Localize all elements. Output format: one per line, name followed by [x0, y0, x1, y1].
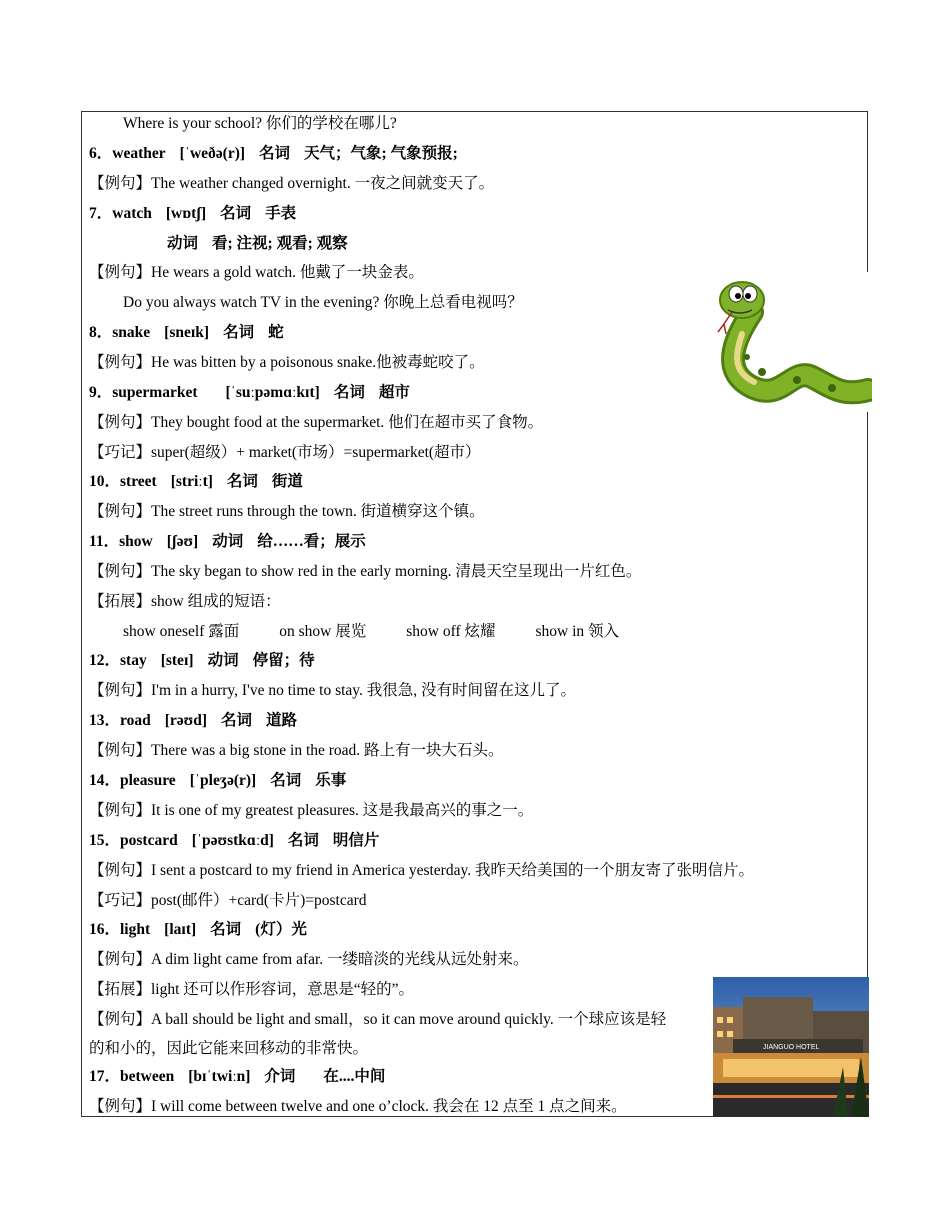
entry-road [89, 711, 297, 731]
part-of-speech: 动词 [167, 235, 199, 252]
definition: 蛇 [268, 324, 284, 341]
part-of-speech: 名词 [287, 832, 319, 849]
phonetic: [ˈpleʒə(r)] [189, 772, 257, 789]
entry-word: 6．weather [89, 145, 166, 162]
phonetic: [ˈsuːpəmɑːkɪt] [225, 384, 320, 401]
phonetic: [striːt] [170, 473, 213, 490]
entry-word: 9．supermarket [89, 384, 198, 401]
entry-supermarket [89, 383, 410, 403]
phrase-item: show off 炫耀 [406, 623, 496, 640]
definition: (灯）光 [255, 921, 307, 938]
example-sentence: 【例句】There was a big stone in the road. 路上有一块大石头。 [89, 742, 504, 759]
phrase-item: show in 领入 [535, 623, 620, 640]
entry-word: 10．street [89, 473, 157, 490]
definition: 明信片 [332, 832, 380, 849]
example-sentence: 【例句】A ball should be light and small，so it can move around quickly. 一个球应该是轻 [89, 1011, 667, 1028]
entry-show [89, 532, 366, 552]
part-of-speech: 名词 [226, 473, 258, 490]
entry-between [89, 1067, 385, 1087]
extension-note: 【拓展】light 还可以作形容词，意思是“轻的”。 [89, 981, 415, 998]
definition: 手表 [265, 205, 297, 222]
hotel-sign: JIANGUO HOTEL [763, 1044, 820, 1051]
entry-word: 11．show [89, 533, 153, 550]
phonetic: [sneɪk] [164, 324, 210, 341]
phrase-item: show oneself 露面 [123, 623, 240, 640]
hotel-photo [713, 977, 869, 1117]
phonetic: [rəʊd] [164, 712, 208, 729]
example-sentence: 【例句】It is one of my greatest pleasures. 这是我最高兴的事之一。 [89, 802, 534, 819]
phonetic: [steɪ] [160, 652, 194, 669]
example-sentence: 【例句】I'm in a hurry, I've no time to stay. 我很急, 没有时间留在这儿了。 [89, 682, 577, 699]
extension-note: 【拓展】show 组成的短语： [89, 593, 281, 610]
entry-word: 13．road [89, 712, 151, 729]
definition: 天气；气象; 气象预报; [304, 145, 458, 162]
definition: 乐事 [315, 772, 347, 789]
entry-word: 15．postcard [89, 832, 178, 849]
part-of-speech: 名词 [221, 712, 253, 729]
entry-postcard [89, 831, 379, 851]
entry-word: 7．watch [89, 205, 152, 222]
example-line: Where is your school? 你们的学校在哪儿? [123, 115, 397, 132]
entry-word: 12．stay [89, 652, 147, 669]
phonetic: [ʃəʊ] [166, 533, 199, 550]
example-sentence-continued: 的和小的，因此它能来回移动的非常快。 [89, 1040, 369, 1057]
memory-tip: 【巧记】post(邮件）+card(卡片)=postcard [89, 892, 367, 909]
example-sentence: 【例句】He wears a gold watch. 他戴了一块金表。 [89, 264, 424, 281]
part-of-speech: 介词 [264, 1068, 296, 1085]
example-sentence: 【例句】The sky began to show red in the early morning. 清晨天空呈现出一片红色。 [89, 563, 642, 580]
part-of-speech: 名词 [270, 772, 302, 789]
definition: 看; 注视; 观看; 观察 [212, 235, 348, 252]
snake-illustration [712, 272, 872, 412]
part-of-speech: 名词 [333, 384, 365, 401]
definition: 道路 [266, 712, 298, 729]
example-sentence: 【例句】They bought food at the supermarket. 他们在超市买了食物。 [89, 414, 544, 431]
part-of-speech: 名词 [223, 324, 255, 341]
example-sentence: 【例句】The street runs through the town. 街道横穿这个镇。 [89, 503, 485, 520]
entry-word: 8．snake [89, 324, 151, 341]
example-sentence: 【例句】A dim light came from afar. 一缕暗淡的光线从远处射来。 [89, 951, 529, 968]
part-of-speech: 名词 [210, 921, 242, 938]
memory-tip: 【巧记】super(超级）+ market(市场）=supermarket(超市） [89, 444, 481, 461]
entry-watch [89, 204, 296, 224]
phonetic: [bɪˈtwiːn] [188, 1068, 251, 1085]
entry-pleasure [89, 771, 346, 791]
part-of-speech: 名词 [259, 145, 291, 162]
entry-word: 14．pleasure [89, 772, 176, 789]
entry-watch-verb [167, 234, 348, 254]
phrase-item: on show 展览 [279, 623, 367, 640]
entry-word: 17．between [89, 1068, 175, 1085]
entry-stay [89, 651, 315, 671]
definition: 停留；待 [252, 652, 315, 669]
phonetic: [laɪt] [164, 921, 197, 938]
phonetic: [ˈweðə(r)] [179, 145, 246, 162]
part-of-speech: 动词 [212, 533, 244, 550]
phonetic: [ˈpəʊstkɑːd] [191, 832, 274, 849]
entry-snake [89, 323, 284, 343]
definition: 超市 [378, 384, 410, 401]
example-sentence: 【例句】I sent a postcard to my friend in America yesterday. 我昨天给美国的一个朋友寄了张明信片。 [89, 862, 754, 879]
definition: 给……看；展示 [257, 533, 366, 550]
phonetic: [wɒtʃ] [165, 205, 207, 222]
part-of-speech: 名词 [220, 205, 252, 222]
definition: 街道 [271, 473, 303, 490]
entry-street [89, 472, 303, 492]
part-of-speech: 动词 [207, 652, 239, 669]
entry-light [89, 920, 307, 940]
example-sentence: 【例句】The weather changed overnight. 一夜之间就变天了。 [89, 175, 495, 192]
entry-weather [89, 144, 458, 164]
example-sentence: 【例句】I will come between twelve and one o’clock. 我会在 12 点至 1 点之间来。 [89, 1098, 627, 1115]
example-sentence: 【例句】He was bitten by a poisonous snake.他被毒蛇咬了。 [89, 354, 485, 371]
entry-word: 16．light [89, 921, 151, 938]
definition: 在....中间 [323, 1068, 386, 1085]
example-sentence: Do you always watch TV in the evening? 你晚上总看电视吗？ [123, 294, 523, 311]
phrase-list [123, 622, 659, 642]
